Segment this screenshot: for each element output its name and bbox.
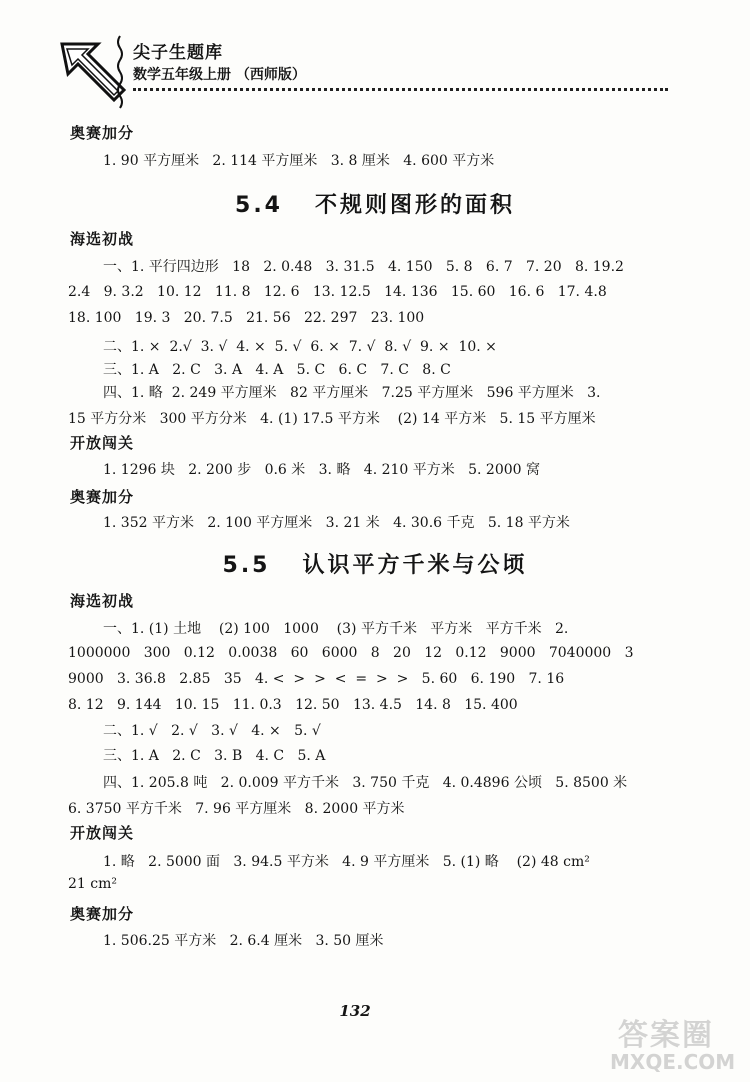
answer-line: 二、1. × 2.√ 3. √ 4. × 5. √ 6. × 7. √ 8. √ 9. × 10. ×: [103, 339, 497, 355]
section-heading-bonus: 奥赛加分: [70, 124, 135, 142]
unit-title-5-4: 5.4 不规则图形的面积: [235, 193, 515, 218]
watermark-mark: 答案圈: [618, 1018, 714, 1053]
answer-line: 2.4 9. 3.2 10. 12 11. 8 12. 6 13. 12.5 14. 136 15. 60 16. 6 17. 4.8: [68, 284, 607, 300]
answer-line: 8. 12 9. 144 10. 15 11. 0.3 12. 50 13. 4.5 14. 8 15. 400: [68, 697, 518, 713]
answer-line: 18. 100 19. 3 20. 7.5 21. 56 22. 297 23. 100: [68, 310, 425, 326]
answer-line: 二、1. √ 2. √ 3. √ 4. × 5. √: [103, 723, 321, 739]
watermark-url: MXQE.COM: [610, 1050, 736, 1074]
answer-line: 1000000 300 0.12 0.0038 60 6000 8 20 12 0.12 9000 7040000 3: [68, 645, 634, 661]
section-heading-trials: 海选初战: [70, 230, 135, 248]
answer-line: 1. 90 平方厘米 2. 114 平方厘米 3. 8 厘米 4. 600 平方米: [103, 153, 495, 169]
section-heading-open: 开放闯关: [70, 824, 135, 842]
answer-line: 三、1. A 2. C 3. A 4. A 5. C 6. C 7. C 8. C: [103, 362, 451, 378]
answer-line: 9000 3. 36.8 2.85 35 4. < > > < = > > 5. 60 6. 190 7. 16: [68, 671, 565, 687]
answer-line: 1. 506.25 平方米 2. 6.4 厘米 3. 50 厘米: [103, 933, 384, 949]
section-heading-bonus: 奥赛加分: [70, 905, 135, 923]
header-divider: [133, 88, 668, 91]
answer-line: 一、1. (1) 土地 (2) 100 1000 (3) 平方千米 平方米 平方千米 2.: [103, 621, 569, 637]
answer-line: 21 cm²: [68, 876, 117, 892]
book-title: 尖子生题库: [133, 43, 223, 63]
answer-line: 一、1. 平行四边形 18 2. 0.48 3. 31.5 4. 150 5. 8 6. 7 7. 20 8. 19.2: [103, 259, 624, 275]
section-heading-bonus: 奥赛加分: [70, 488, 135, 506]
book-subtitle: 数学五年级上册 （西师版）: [133, 67, 306, 83]
answer-line: 三、1. A 2. C 3. B 4. C 5. A: [103, 748, 326, 764]
section-heading-trials: 海选初战: [70, 592, 135, 610]
answer-line: 四、1. 略 2. 249 平方厘米 82 平方厘米 7.25 平方厘米 596 平方厘米 3.: [103, 385, 601, 401]
answer-line: 1. 352 平方米 2. 100 平方厘米 3. 21 米 4. 30.6 千克 5. 18 平方米: [103, 515, 570, 531]
page-number: 132: [339, 1002, 371, 1020]
watermark: [610, 1010, 740, 1080]
answer-line: 1. 略 2. 5000 面 3. 94.5 平方米 4. 9 平方厘米 5. (1) 略 (2) 48 cm²: [103, 854, 590, 870]
arrow-logo-icon: [58, 34, 128, 114]
answer-line: 四、1. 205.8 吨 2. 0.009 平方千米 3. 750 千克 4. 0.4896 公顷 5. 8500 米: [103, 775, 628, 791]
answer-line: 6. 3750 平方千米 7. 96 平方厘米 8. 2000 平方米: [68, 801, 405, 817]
section-heading-open: 开放闯关: [70, 434, 135, 452]
answer-line: 15 平方分米 300 平方分米 4. (1) 17.5 平方米 (2) 14 平方米 5. 15 平方厘米: [68, 411, 596, 427]
answer-line: 1. 1296 块 2. 200 步 0.6 米 3. 略 4. 210 平方米 5. 2000 窝: [103, 462, 541, 478]
unit-title-5-5: 5.5 认识平方千米与公顷: [222, 553, 528, 578]
